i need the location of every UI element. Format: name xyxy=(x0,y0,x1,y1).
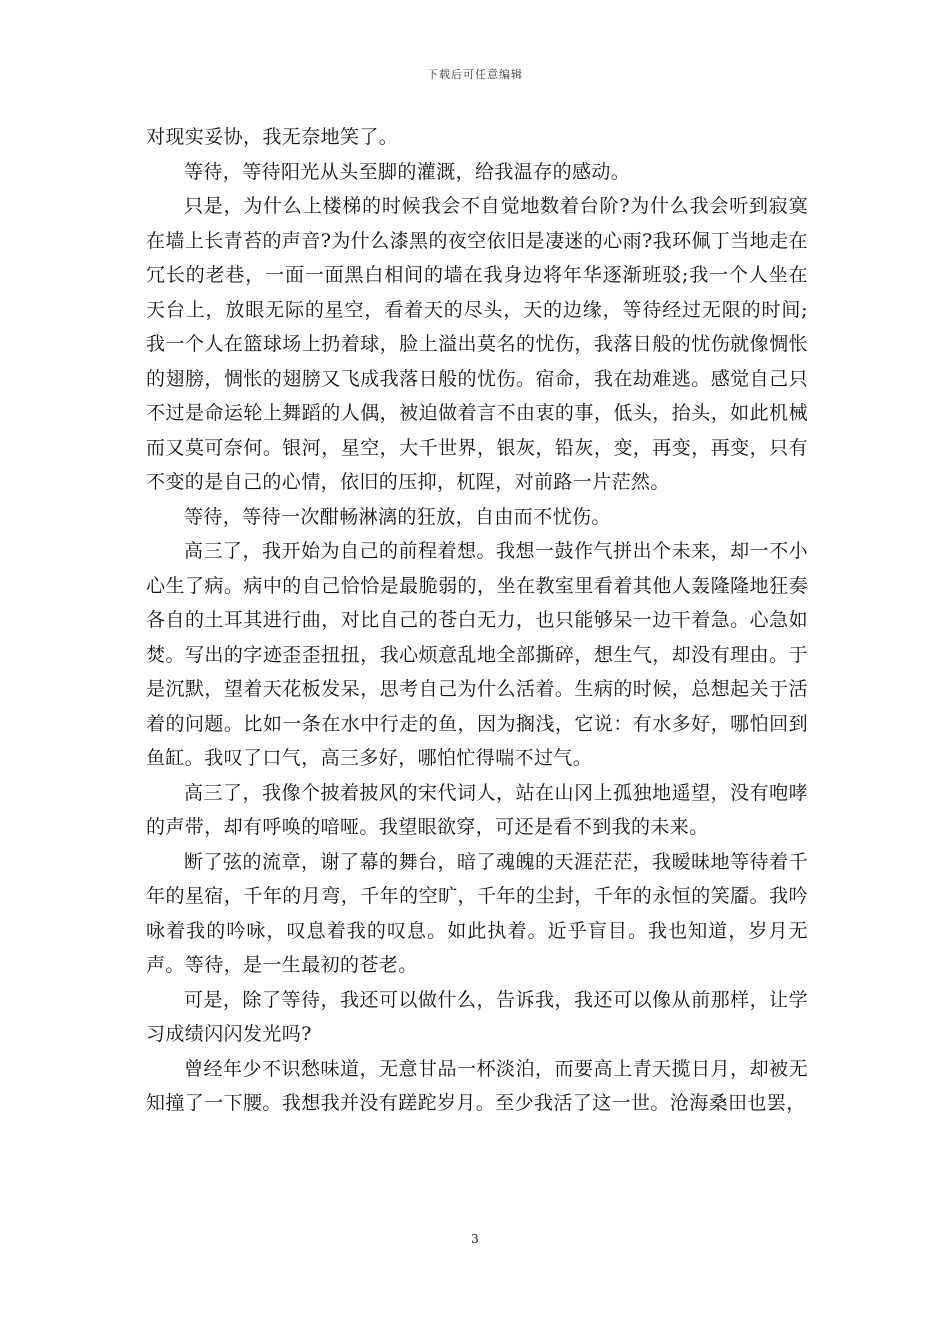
paragraph-3: 只是，为什么上楼梯的时候我会不自觉地数着台阶?为什么我会听到寂寞在墙上长青苔的声音?为什么漆黑的夜空依旧是凄迷的心雨?我环佩丁当地走在冗长的老巷，一面一面黑白相间的墙在我身边将年华逐渐班驳;我一个人坐在天台上，放眼无际的星空，看着天的尽头，天的边缘，等待经过无限的时间;我一个人在篮球场上扔着球，脸上溢出莫名的忧伤，我落日般的忧伤就像惆怅的翅膀，惆怅的翅膀又飞成我落日般的忧伤。宿命，我在劫难逃。感觉自己只不过是命运轮上舞蹈的人偶，被迫做着言不由衷的事，低头，抬头，如此机械而又莫可奈何。银河，星空，大千世界，银灰，铅灰，变，再变，再变，只有不变的是自己的心情，依旧的压抑，杌陧，对前路一片茫然。 xyxy=(146,195,808,493)
paragraph-6: 高三了，我像个披着披风的宋代词人，站在山冈上孤独地遥望，没有咆哮的声带，却有呼唤的喑哑。我望眼欲穿，可还是看不到我的未来。 xyxy=(146,781,808,838)
document-body xyxy=(146,120,808,1121)
paragraph-9: 曾经年少不识愁味道，无意甘品一杯淡泊，而要高上青天揽日月，却被无知撞了一下腰。我想我并没有蹉跎岁月。至少我活了这一世。沧海桑田也罢， xyxy=(146,1057,808,1114)
paragraph-5: 高三了，我开始为自己的前程着想。我想一鼓作气拼出个未来，却一不小心生了病。病中的自己恰恰是最脆弱的，坐在教室里看着其他人轰隆隆地狂奏各自的土耳其进行曲，对比自己的苍白无力，也只能够呆一边干着急。心急如焚。写出的字迹歪歪扭扭，我心烦意乱地全部撕碎，想生气，却没有理由。于是沉默，望着天花板发呆，思考自己为什么活着。生病的时候，总想起关于活着的问题。比如一条在水中行走的鱼，因为搁浅，它说：有水多好，哪怕回到鱼缸。我叹了口气，高三多好，哪怕忙得喘不过气。 xyxy=(146,540,808,769)
paragraph-4: 等待，等待一次酣畅淋漓的狂放，自由而不忧伤。 xyxy=(184,505,611,528)
paragraph-8: 可是，除了等待，我还可以做什么，告诉我，我还可以像从前那样，让学习成绩闪闪发光吗? xyxy=(146,988,808,1045)
page-header: 下载后可任意编辑 xyxy=(427,68,523,81)
page-number: 3 xyxy=(471,1232,479,1246)
paragraph-2: 等待，等待阳光从头至脚的灌溉，给我温存的感动。 xyxy=(184,160,631,183)
paragraph-1: 对现实妥协，我无奈地笑了。 xyxy=(146,126,399,148)
paragraph-7: 断了弦的流章，谢了幕的舞台，暗了魂魄的天涯茫茫，我暧昧地等待着千年的星宿，千年的月弯，千年的空旷，千年的尘封，千年的永恒的笑靥。我吟咏着我的吟咏，叹息着我的叹息。如此执着。近乎盲目。我也知道，岁月无声。等待，是一生最初的苍老。 xyxy=(146,850,808,976)
